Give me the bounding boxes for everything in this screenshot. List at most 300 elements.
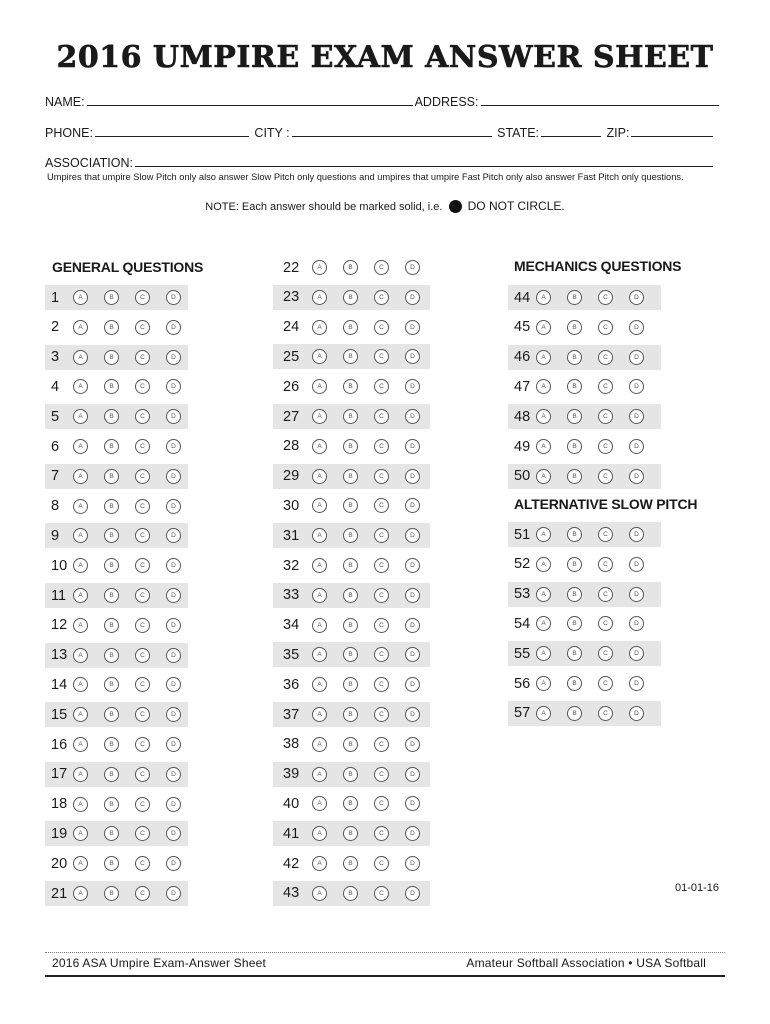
answer-row	[508, 285, 661, 310]
answer-bubble-c[interactable]: C	[135, 499, 150, 514]
answer-bubble-a[interactable]: A	[312, 409, 327, 424]
answer-bubble-d[interactable]: D	[629, 290, 644, 305]
answer-bubble-a[interactable]: A	[536, 646, 551, 661]
answer-bubble-b[interactable]: B	[104, 528, 119, 543]
answer-bubble-b[interactable]: B	[567, 290, 582, 305]
answer-bubble-d[interactable]: D	[405, 588, 420, 603]
answer-bubble-b[interactable]: B	[104, 499, 119, 514]
answer-bubble-a[interactable]: A	[312, 618, 327, 633]
answer-bubble-b[interactable]: B	[343, 320, 358, 335]
answer-bubble-a[interactable]: A	[312, 349, 327, 364]
answer-bubble-a[interactable]: A	[536, 676, 551, 691]
answer-bubble-b[interactable]: B	[343, 469, 358, 484]
answer-bubble-a[interactable]: A	[536, 290, 551, 305]
question-number: 16	[51, 736, 68, 753]
answer-bubble-c[interactable]: C	[135, 797, 150, 812]
answer-bubble-b[interactable]: B	[567, 676, 582, 691]
answer-bubble-b[interactable]: B	[567, 350, 582, 365]
answer-row	[508, 345, 661, 370]
answer-bubble-d[interactable]: D	[166, 767, 181, 782]
answer-bubble-a[interactable]: A	[73, 409, 88, 424]
answer-bubble-b[interactable]: B	[343, 826, 358, 841]
association-row	[45, 154, 715, 170]
question-number: 5	[51, 408, 60, 425]
question-number: 33	[283, 587, 300, 604]
answer-bubble-b[interactable]: B	[343, 528, 358, 543]
answer-bubble-d[interactable]: D	[166, 737, 181, 752]
answer-bubble-a[interactable]: A	[312, 290, 327, 305]
answer-bubble-b[interactable]: B	[343, 588, 358, 603]
answer-bubble-a[interactable]: A	[312, 528, 327, 543]
answer-bubble-b[interactable]: B	[343, 677, 358, 692]
answer-bubble-b[interactable]: B	[104, 767, 119, 782]
answer-bubble-c[interactable]: C	[598, 557, 613, 572]
answer-bubble-d[interactable]: D	[166, 499, 181, 514]
answer-bubble-a[interactable]: A	[73, 707, 88, 722]
answer-bubble-c[interactable]: C	[374, 737, 389, 752]
question-number: 6	[51, 438, 60, 455]
answer-bubble-c[interactable]: C	[374, 260, 389, 275]
question-number: 9	[51, 527, 60, 544]
phone-label: PHONE:	[45, 126, 93, 140]
answer-bubble-b[interactable]: B	[104, 588, 119, 603]
answer-bubble-a[interactable]: A	[312, 439, 327, 454]
answer-bubble-c[interactable]: C	[135, 618, 150, 633]
answer-bubble-c[interactable]: C	[374, 856, 389, 871]
answer-row	[45, 821, 188, 846]
answer-bubble-c[interactable]: C	[598, 616, 613, 631]
answer-bubble-a[interactable]: A	[73, 648, 88, 663]
answer-bubble-c[interactable]: C	[598, 409, 613, 424]
answer-bubble-b[interactable]: B	[343, 767, 358, 782]
phone-city-row	[45, 124, 715, 140]
answer-row	[508, 641, 661, 666]
answer-bubble-b[interactable]: B	[104, 856, 119, 871]
answer-bubble-b[interactable]: B	[567, 557, 582, 572]
question-number: 34	[283, 617, 300, 634]
answer-bubble-c[interactable]: C	[374, 439, 389, 454]
question-number: 27	[283, 408, 300, 425]
answer-bubble-a[interactable]: A	[536, 706, 551, 721]
answer-bubble-a[interactable]: A	[536, 409, 551, 424]
answer-bubble-a[interactable]: A	[73, 528, 88, 543]
answer-bubble-c[interactable]: C	[598, 676, 613, 691]
answer-bubble-a[interactable]: A	[312, 737, 327, 752]
answer-bubble-a[interactable]: A	[536, 379, 551, 394]
answer-bubble-b[interactable]: B	[567, 706, 582, 721]
answer-bubble-c[interactable]: C	[598, 320, 613, 335]
answer-bubble-c[interactable]: C	[374, 290, 389, 305]
answer-bubble-d[interactable]: D	[166, 797, 181, 812]
question-number: 52	[514, 556, 531, 573]
answer-bubble-c[interactable]: C	[135, 379, 150, 394]
note	[0, 199, 770, 213]
answer-row	[273, 821, 430, 846]
answer-bubble-a[interactable]: A	[536, 350, 551, 365]
question-number: 32	[283, 557, 300, 574]
answer-bubble-c[interactable]: C	[374, 886, 389, 901]
answer-bubble-a[interactable]: A	[312, 647, 327, 662]
answer-bubble-a[interactable]: A	[73, 469, 88, 484]
answer-bubble-a[interactable]: A	[73, 856, 88, 871]
answer-bubble-c[interactable]: C	[135, 886, 150, 901]
answer-bubble-d[interactable]: D	[405, 886, 420, 901]
answer-bubble-d[interactable]: D	[405, 737, 420, 752]
answer-row	[508, 522, 661, 547]
answer-bubble-a[interactable]: A	[73, 499, 88, 514]
answer-bubble-d[interactable]: D	[166, 648, 181, 663]
answer-bubble-d[interactable]: D	[629, 527, 644, 542]
answer-bubble-d[interactable]: D	[166, 350, 181, 365]
answer-bubble-d[interactable]: D	[166, 588, 181, 603]
answer-bubble-d[interactable]: D	[166, 886, 181, 901]
answer-bubble-a[interactable]: A	[312, 260, 327, 275]
answer-bubble-b[interactable]: B	[343, 558, 358, 573]
answer-bubble-b[interactable]: B	[104, 886, 119, 901]
answer-bubble-d[interactable]: D	[166, 677, 181, 692]
answer-bubble-a[interactable]: A	[536, 320, 551, 335]
answer-bubble-a[interactable]: A	[73, 350, 88, 365]
answer-bubble-c[interactable]: C	[135, 350, 150, 365]
answer-bubble-d[interactable]: D	[405, 409, 420, 424]
answer-bubble-c[interactable]: C	[374, 379, 389, 394]
answer-bubble-d[interactable]: D	[405, 349, 420, 364]
answer-row	[273, 404, 430, 429]
question-number: 46	[514, 349, 531, 366]
answer-bubble-a[interactable]: A	[312, 379, 327, 394]
answer-bubble-c[interactable]: C	[374, 469, 389, 484]
answer-bubble-b[interactable]: B	[567, 646, 582, 661]
question-number: 23	[283, 289, 300, 306]
question-number: 29	[283, 468, 300, 485]
note-text: NOTE: Each answer should be marked solid, i.e.	[205, 201, 443, 213]
answer-bubble-a[interactable]: A	[73, 618, 88, 633]
answer-bubble-d[interactable]: D	[405, 826, 420, 841]
section-general-questions: GENERAL QUESTIONS	[52, 259, 204, 275]
answer-row	[45, 315, 188, 340]
answer-row	[273, 732, 430, 757]
answer-bubble-b[interactable]: B	[343, 349, 358, 364]
answer-bubble-a[interactable]: A	[312, 469, 327, 484]
instructions-text: Umpires that umpire Slow Pitch only also answer Slow Pitch only questions and umpires that umpire Fast Pitch only also answer Fast Pitch only questions.	[47, 172, 684, 182]
answer-bubble-d[interactable]: D	[405, 856, 420, 871]
footer-right: Amateur Softball Association • USA Softball	[466, 956, 706, 970]
answer-bubble-b[interactable]: B	[343, 409, 358, 424]
answer-bubble-a[interactable]: A	[73, 826, 88, 841]
answer-bubble-d[interactable]: D	[166, 618, 181, 633]
answer-bubble-b[interactable]: B	[104, 409, 119, 424]
footer-divider-dotted	[45, 952, 725, 953]
answer-bubble-c[interactable]: C	[135, 707, 150, 722]
answer-row	[45, 494, 188, 519]
answer-bubble-c[interactable]: C	[135, 528, 150, 543]
question-number: 55	[514, 645, 531, 662]
answer-bubble-d[interactable]: D	[629, 439, 644, 454]
answer-bubble-d[interactable]: D	[405, 379, 420, 394]
answer-bubble-c[interactable]: C	[598, 587, 613, 602]
answer-row	[45, 732, 188, 757]
answer-bubble-a[interactable]: A	[312, 826, 327, 841]
answer-bubble-a[interactable]: A	[73, 737, 88, 752]
association-field[interactable]	[135, 154, 713, 167]
answer-bubble-c[interactable]: C	[374, 349, 389, 364]
question-number: 17	[51, 766, 68, 783]
answer-bubble-d[interactable]: D	[405, 558, 420, 573]
answer-row	[508, 374, 661, 399]
answer-bubble-d[interactable]: D	[629, 646, 644, 661]
answer-bubble-b[interactable]: B	[104, 320, 119, 335]
answer-bubble-c[interactable]: C	[598, 350, 613, 365]
answer-bubble-d[interactable]: D	[166, 379, 181, 394]
phone-field[interactable]	[95, 124, 249, 137]
answer-row	[273, 791, 430, 816]
answer-bubble-a[interactable]: A	[73, 797, 88, 812]
question-number: 36	[283, 676, 300, 693]
answer-row	[508, 404, 661, 429]
answer-bubble-a[interactable]: A	[73, 379, 88, 394]
answer-bubble-d[interactable]: D	[166, 528, 181, 543]
answer-bubble-a[interactable]: A	[312, 320, 327, 335]
answer-bubble-c[interactable]: C	[135, 439, 150, 454]
answer-bubble-b[interactable]: B	[104, 648, 119, 663]
question-number: 26	[283, 378, 300, 395]
answer-bubble-b[interactable]: B	[567, 587, 582, 602]
answer-row	[45, 345, 188, 370]
answer-row	[45, 881, 188, 906]
name-field[interactable]	[87, 93, 413, 106]
answer-bubble-d[interactable]: D	[405, 439, 420, 454]
answer-bubble-a[interactable]: A	[312, 886, 327, 901]
answer-bubble-c[interactable]: C	[374, 826, 389, 841]
answer-bubble-c[interactable]: C	[374, 796, 389, 811]
answer-bubble-a[interactable]: A	[73, 677, 88, 692]
answer-bubble-b[interactable]: B	[567, 379, 582, 394]
answer-bubble-b[interactable]: B	[343, 290, 358, 305]
answer-bubble-b[interactable]: B	[343, 439, 358, 454]
answer-bubble-c[interactable]: C	[598, 379, 613, 394]
answer-row	[508, 671, 661, 696]
answer-bubble-c[interactable]: C	[135, 856, 150, 871]
answer-bubble-b[interactable]: B	[343, 796, 358, 811]
answer-bubble-d[interactable]: D	[629, 616, 644, 631]
answer-row	[273, 255, 430, 280]
footer-divider	[45, 975, 725, 977]
answer-bubble-c[interactable]: C	[374, 767, 389, 782]
answer-bubble-b[interactable]: B	[104, 677, 119, 692]
zip-field[interactable]	[631, 124, 713, 137]
answer-bubble-c[interactable]: C	[598, 527, 613, 542]
answer-bubble-b[interactable]: B	[104, 737, 119, 752]
state-field[interactable]	[541, 124, 601, 137]
answer-row	[45, 434, 188, 459]
answer-bubble-d[interactable]: D	[405, 647, 420, 662]
answer-bubble-c[interactable]: C	[135, 677, 150, 692]
question-number: 54	[514, 615, 531, 632]
question-number: 40	[283, 795, 300, 812]
question-number: 11	[51, 587, 67, 604]
state-label: STATE:	[497, 126, 540, 140]
answer-bubble-c[interactable]: C	[135, 320, 150, 335]
answer-bubble-b[interactable]: B	[343, 647, 358, 662]
answer-bubble-d[interactable]: D	[166, 290, 181, 305]
answer-bubble-d[interactable]: D	[166, 439, 181, 454]
answer-bubble-b[interactable]: B	[343, 886, 358, 901]
question-number: 48	[514, 408, 531, 425]
answer-bubble-a[interactable]: A	[536, 469, 551, 484]
question-number: 1	[51, 289, 60, 306]
answer-bubble-b[interactable]: B	[567, 409, 582, 424]
answer-row	[273, 642, 430, 667]
answer-bubble-a[interactable]: A	[312, 796, 327, 811]
answer-bubble-a[interactable]: A	[73, 320, 88, 335]
city-field[interactable]	[292, 124, 492, 137]
answer-bubble-d[interactable]: D	[629, 469, 644, 484]
answer-bubble-b[interactable]: B	[104, 618, 119, 633]
answer-bubble-c[interactable]: C	[374, 528, 389, 543]
answer-bubble-a[interactable]: A	[536, 616, 551, 631]
answer-bubble-c[interactable]: C	[598, 469, 613, 484]
answer-bubble-b[interactable]: B	[567, 320, 582, 335]
answer-bubble-c[interactable]: C	[598, 290, 613, 305]
answer-bubble-d[interactable]: D	[166, 469, 181, 484]
answer-bubble-c[interactable]: C	[135, 588, 150, 603]
answer-bubble-c[interactable]: C	[374, 707, 389, 722]
answer-bubble-b[interactable]: B	[567, 616, 582, 631]
answer-bubble-c[interactable]: C	[598, 439, 613, 454]
answer-bubble-b[interactable]: B	[343, 856, 358, 871]
answer-bubble-c[interactable]: C	[598, 646, 613, 661]
answer-bubble-b[interactable]: B	[104, 826, 119, 841]
answer-bubble-a[interactable]: A	[536, 557, 551, 572]
answer-bubble-a[interactable]: A	[73, 558, 88, 573]
answer-bubble-c[interactable]: C	[374, 647, 389, 662]
answer-bubble-c[interactable]: C	[135, 558, 150, 573]
answer-bubble-b[interactable]: B	[104, 797, 119, 812]
answer-bubble-a[interactable]: A	[312, 558, 327, 573]
answer-bubble-d[interactable]: D	[166, 826, 181, 841]
answer-bubble-b[interactable]: B	[343, 260, 358, 275]
answer-bubble-d[interactable]: D	[405, 260, 420, 275]
answer-bubble-a[interactable]: A	[536, 439, 551, 454]
answer-bubble-b[interactable]: B	[104, 707, 119, 722]
answer-bubble-d[interactable]: D	[405, 677, 420, 692]
answer-bubble-b[interactable]: B	[567, 439, 582, 454]
answer-bubble-c[interactable]: C	[135, 469, 150, 484]
answer-bubble-a[interactable]: A	[73, 767, 88, 782]
answer-bubble-a[interactable]: A	[73, 439, 88, 454]
question-number: 24	[283, 319, 300, 336]
answer-bubble-b[interactable]: B	[343, 618, 358, 633]
answer-bubble-c[interactable]: C	[374, 320, 389, 335]
answer-bubble-a[interactable]: A	[73, 290, 88, 305]
answer-bubble-d[interactable]: D	[405, 618, 420, 633]
answer-bubble-d[interactable]: D	[629, 676, 644, 691]
answer-bubble-a[interactable]: A	[312, 856, 327, 871]
answer-row	[45, 643, 188, 668]
answer-bubble-d[interactable]: D	[405, 290, 420, 305]
answer-bubble-a[interactable]: A	[312, 588, 327, 603]
answer-bubble-d[interactable]: D	[166, 409, 181, 424]
answer-bubble-d[interactable]: D	[629, 409, 644, 424]
question-number: 51	[514, 526, 531, 543]
answer-bubble-a[interactable]: A	[312, 707, 327, 722]
answer-bubble-d[interactable]: D	[629, 350, 644, 365]
answer-bubble-d[interactable]: D	[166, 558, 181, 573]
answer-bubble-b[interactable]: B	[104, 439, 119, 454]
answer-bubble-d[interactable]: D	[629, 320, 644, 335]
answer-bubble-d[interactable]: D	[166, 856, 181, 871]
answer-row	[508, 552, 661, 577]
answer-bubble-b[interactable]: B	[343, 737, 358, 752]
answer-bubble-d[interactable]: D	[629, 557, 644, 572]
answer-bubble-c[interactable]: C	[135, 290, 150, 305]
answer-bubble-d[interactable]: D	[405, 320, 420, 335]
answer-bubble-d[interactable]: D	[405, 498, 420, 513]
answer-bubble-b[interactable]: B	[104, 350, 119, 365]
answer-bubble-d[interactable]: D	[405, 528, 420, 543]
answer-bubble-d[interactable]: D	[166, 320, 181, 335]
answer-bubble-c[interactable]: C	[598, 706, 613, 721]
answer-bubble-a[interactable]: A	[312, 498, 327, 513]
answer-bubble-c[interactable]: C	[374, 498, 389, 513]
answer-bubble-c[interactable]: C	[374, 558, 389, 573]
answer-bubble-d[interactable]: D	[405, 469, 420, 484]
answer-bubble-b[interactable]: B	[343, 379, 358, 394]
answer-row	[508, 464, 661, 489]
answer-bubble-b[interactable]: B	[104, 290, 119, 305]
answer-bubble-c[interactable]: C	[374, 409, 389, 424]
answer-bubble-b[interactable]: B	[567, 527, 582, 542]
answer-bubble-b[interactable]: B	[104, 379, 119, 394]
answer-bubble-d[interactable]: D	[166, 707, 181, 722]
answer-bubble-c[interactable]: C	[374, 677, 389, 692]
answer-row	[45, 792, 188, 817]
answer-bubble-a[interactable]: A	[536, 527, 551, 542]
answer-row	[45, 672, 188, 697]
answer-bubble-c[interactable]: C	[135, 648, 150, 663]
answer-row	[273, 881, 430, 906]
question-number: 30	[283, 497, 300, 514]
answer-bubble-c[interactable]: C	[135, 409, 150, 424]
answer-bubble-b[interactable]: B	[343, 498, 358, 513]
answer-bubble-c[interactable]: C	[135, 767, 150, 782]
answer-bubble-a[interactable]: A	[312, 767, 327, 782]
answer-bubble-a[interactable]: A	[312, 677, 327, 692]
question-number: 14	[51, 676, 68, 693]
answer-bubble-b[interactable]: B	[104, 558, 119, 573]
answer-bubble-a[interactable]: A	[536, 587, 551, 602]
answer-bubble-c[interactable]: C	[374, 618, 389, 633]
answer-bubble-d[interactable]: D	[629, 587, 644, 602]
answer-bubble-c[interactable]: C	[374, 588, 389, 603]
answer-bubble-c[interactable]: C	[135, 826, 150, 841]
answer-bubble-d[interactable]: D	[629, 379, 644, 394]
answer-bubble-d[interactable]: D	[629, 706, 644, 721]
answer-bubble-d[interactable]: D	[405, 796, 420, 811]
answer-bubble-a[interactable]: A	[73, 886, 88, 901]
answer-bubble-c[interactable]: C	[135, 737, 150, 752]
answer-bubble-d[interactable]: D	[405, 707, 420, 722]
answer-bubble-b[interactable]: B	[343, 707, 358, 722]
association-label: ASSOCIATION:	[45, 156, 133, 170]
question-number: 28	[283, 438, 300, 455]
answer-bubble-a[interactable]: A	[73, 588, 88, 603]
address-field[interactable]	[481, 93, 719, 106]
answer-row	[273, 672, 430, 697]
answer-bubble-d[interactable]: D	[405, 767, 420, 782]
answer-bubble-b[interactable]: B	[104, 469, 119, 484]
answer-bubble-b[interactable]: B	[567, 469, 582, 484]
